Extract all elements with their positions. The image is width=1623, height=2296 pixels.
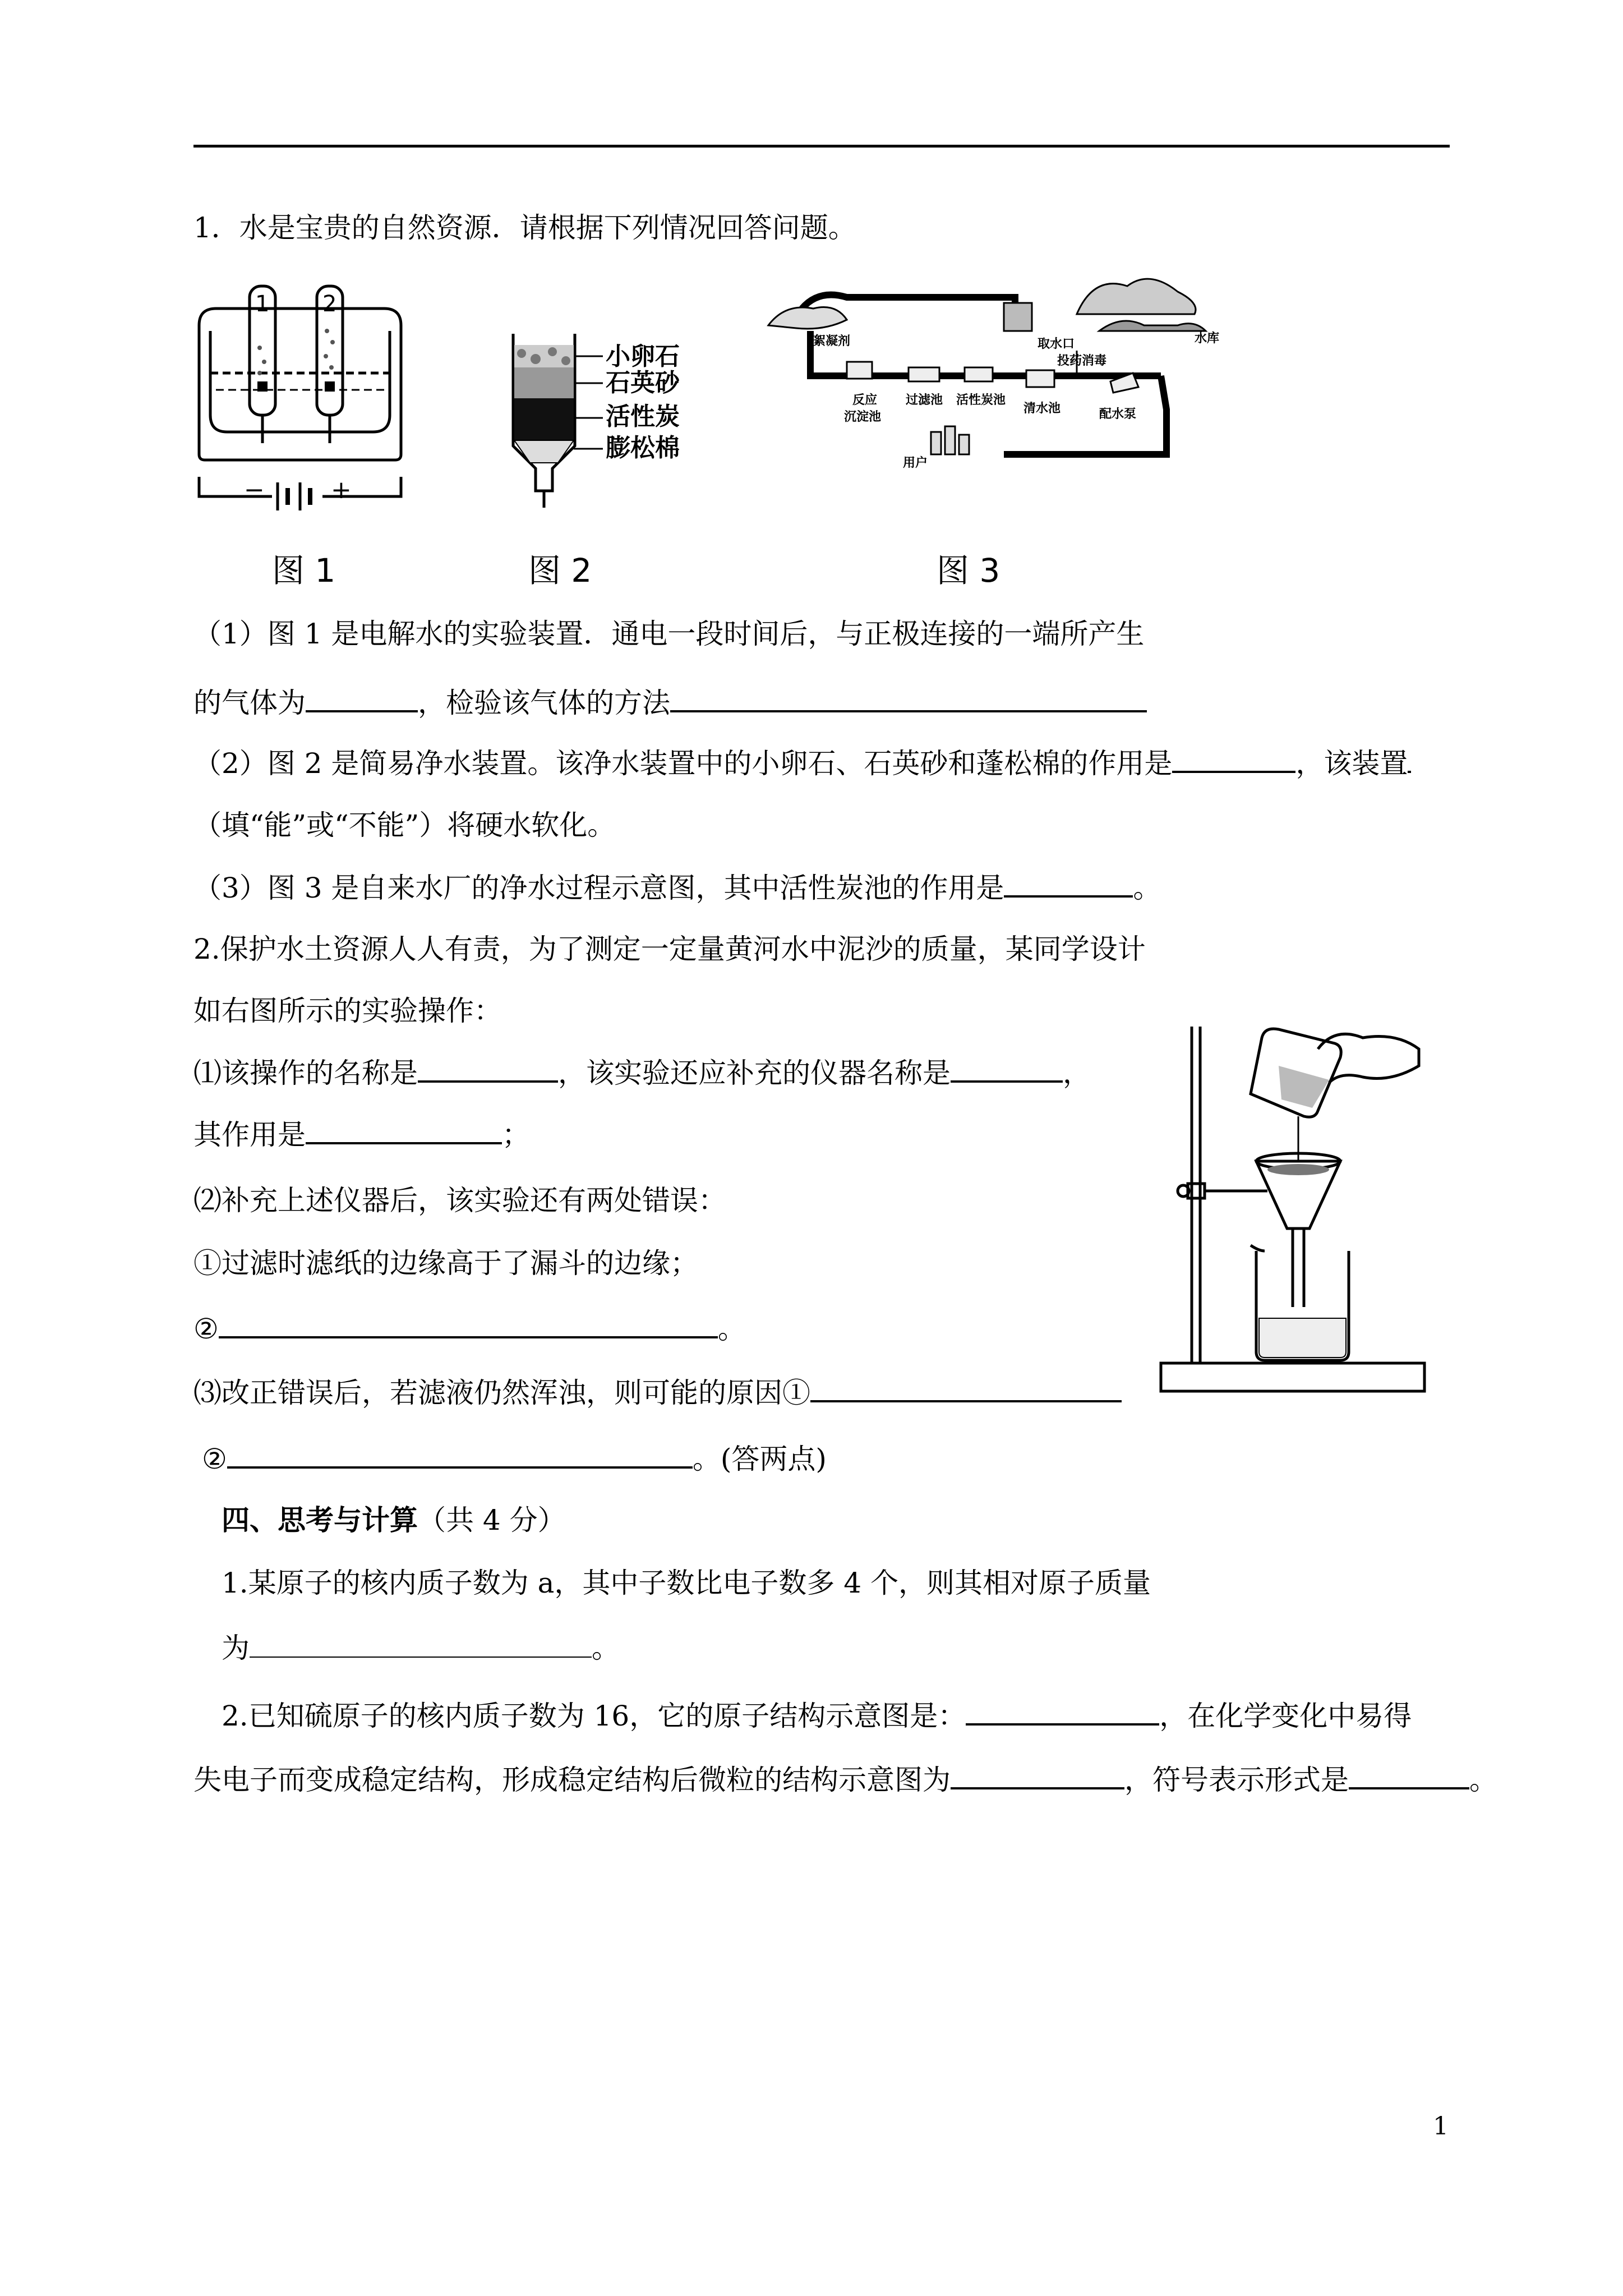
fig1-minus-label: − — [244, 476, 265, 504]
sec4-title: 四、思考与计算 — [222, 1504, 418, 1536]
fig3-label-coag: 絮凝剂 — [813, 334, 851, 348]
blank-reason2[interactable] — [227, 1442, 693, 1469]
q1-part3: （3）图 3 是自来水厂的净水过程示意图，其中活性炭池的作用是 。 — [193, 872, 1161, 904]
fig1-tube1-label: 1 — [255, 291, 270, 317]
fig1-tube2-label: 2 — [322, 291, 337, 317]
blank-relative-atomic-mass[interactable] — [250, 1632, 592, 1658]
fig3-label-pump: 配水泵 — [1099, 407, 1137, 421]
blank-sulfur-structure[interactable] — [966, 1699, 1159, 1726]
fig3-label-sediment: 沉淀池 — [844, 410, 882, 424]
sec4-q1-line2: 为 。 — [222, 1632, 620, 1664]
fig1-electrolysis-diagram — [193, 275, 407, 522]
fig2-caption: 图 2 — [528, 551, 592, 590]
q2-step3-line2: ② 。(答两点) — [202, 1443, 827, 1475]
fig3-label-filter: 过滤池 — [906, 393, 943, 407]
fig3-label-clear: 清水池 — [1023, 402, 1061, 416]
sec4-q1-line1: 1.某原子的核内质子数为 a，其中子数比电子数多 4 个，则其相对原子质量 — [222, 1567, 1151, 1599]
blank-can-soften[interactable] — [1408, 746, 1411, 773]
q1-part1-line2: 的气体为 ，检验该气体的方法 — [193, 685, 1147, 720]
fig2-water-purifier-diagram — [508, 328, 766, 513]
fig2-label-quartz: 石英砂 — [606, 369, 680, 397]
blank-ion-structure[interactable] — [951, 1763, 1124, 1789]
fig2-label-carbon: 活性炭 — [606, 402, 680, 431]
header-rule — [193, 145, 1450, 148]
fig2-label-cotton: 膨松棉 — [606, 434, 680, 462]
fig1-plus-label: + — [331, 476, 352, 504]
fig3-label-reservoir: 水库 — [1195, 332, 1220, 346]
q2-error2: ② 。 — [193, 1313, 746, 1345]
q1-part2-line2: （填“能”或“不能”）将硬水软化。 — [193, 809, 616, 841]
q2-line2: 如右图所示的实验操作： — [193, 995, 502, 1027]
fig3-water-plant-diagram — [763, 269, 1228, 499]
blank-reason1[interactable] — [810, 1375, 1122, 1402]
blank-ion-symbol[interactable] — [1349, 1763, 1469, 1789]
fig1-caption: 图 1 — [272, 551, 336, 590]
sec4-score: （共 4 分） — [418, 1504, 566, 1536]
blank-instrument-name[interactable] — [951, 1056, 1063, 1083]
fig3-label-intake: 取水口 — [1038, 337, 1075, 351]
blank-error2[interactable] — [219, 1312, 718, 1338]
sec4-heading — [222, 1503, 566, 1537]
fig-filtration-apparatus — [1150, 1004, 1453, 1408]
fig3-label-disinfect: 投药消毒 — [1057, 354, 1107, 368]
q2-step2: ⑵补充上述仪器后，该实验还有两处错误： — [193, 1184, 726, 1217]
q2-step1-line1: ⑴该操作的名称是 ，该实验还应补充的仪器名称是 ， — [193, 1057, 1091, 1089]
q2-step1-line2: 其作用是 ； — [193, 1119, 530, 1151]
q2-line1: 2.保护水土资源人人有责，为了测定一定量黄河水中泥沙的质量，某同学设计 — [193, 933, 1146, 965]
q1-intro: 1．水是宝贵的自然资源．请根据下列情况回答问题。 — [193, 211, 856, 244]
blank-test-method[interactable] — [670, 685, 1147, 712]
sec4-q2-line2: 失电子而变成稳定结构，形成稳定结构后微粒的结构示意图为 ，符号表示形式是 。 — [193, 1764, 1497, 1796]
blank-carbon-role[interactable] — [1004, 871, 1133, 898]
fig3-caption: 图 3 — [937, 551, 1000, 590]
q2-step3-line1: ⑶改正错误后，若滤液仍然浑浊，则可能的原因① — [193, 1375, 1122, 1410]
fig3-label-reaction: 反应 — [852, 393, 878, 407]
fig2-label-pebbles: 小卵石 — [606, 342, 680, 371]
blank-instrument-role[interactable] — [306, 1117, 502, 1144]
q2-error1: ①过滤时滤纸的边缘高于了漏斗的边缘； — [193, 1247, 698, 1280]
blank-operation-name[interactable] — [418, 1056, 558, 1083]
page-number: 1 — [1433, 2112, 1449, 2141]
fig3-label-user: 用户 — [903, 456, 928, 470]
blank-gas[interactable] — [306, 685, 418, 712]
sec4-q2-line1: 2.已知硫原子的核内质子数为 16，它的原子结构示意图是： ，在化学变化中易得 — [222, 1700, 1412, 1732]
q1-part1-line1: （1）图 1 是电解水的实验装置．通电一段时间后，与正极连接的一端所产生 — [193, 618, 1145, 650]
blank-filter-role[interactable] — [1172, 746, 1295, 773]
q1-part2-line1: （2）图 2 是简易净水装置。该净水装置中的小卵石、石英砂和蓬松棉的作用是 ，该装置 — [193, 746, 1411, 780]
fig3-label-carbon: 活性炭池 — [956, 393, 1006, 407]
